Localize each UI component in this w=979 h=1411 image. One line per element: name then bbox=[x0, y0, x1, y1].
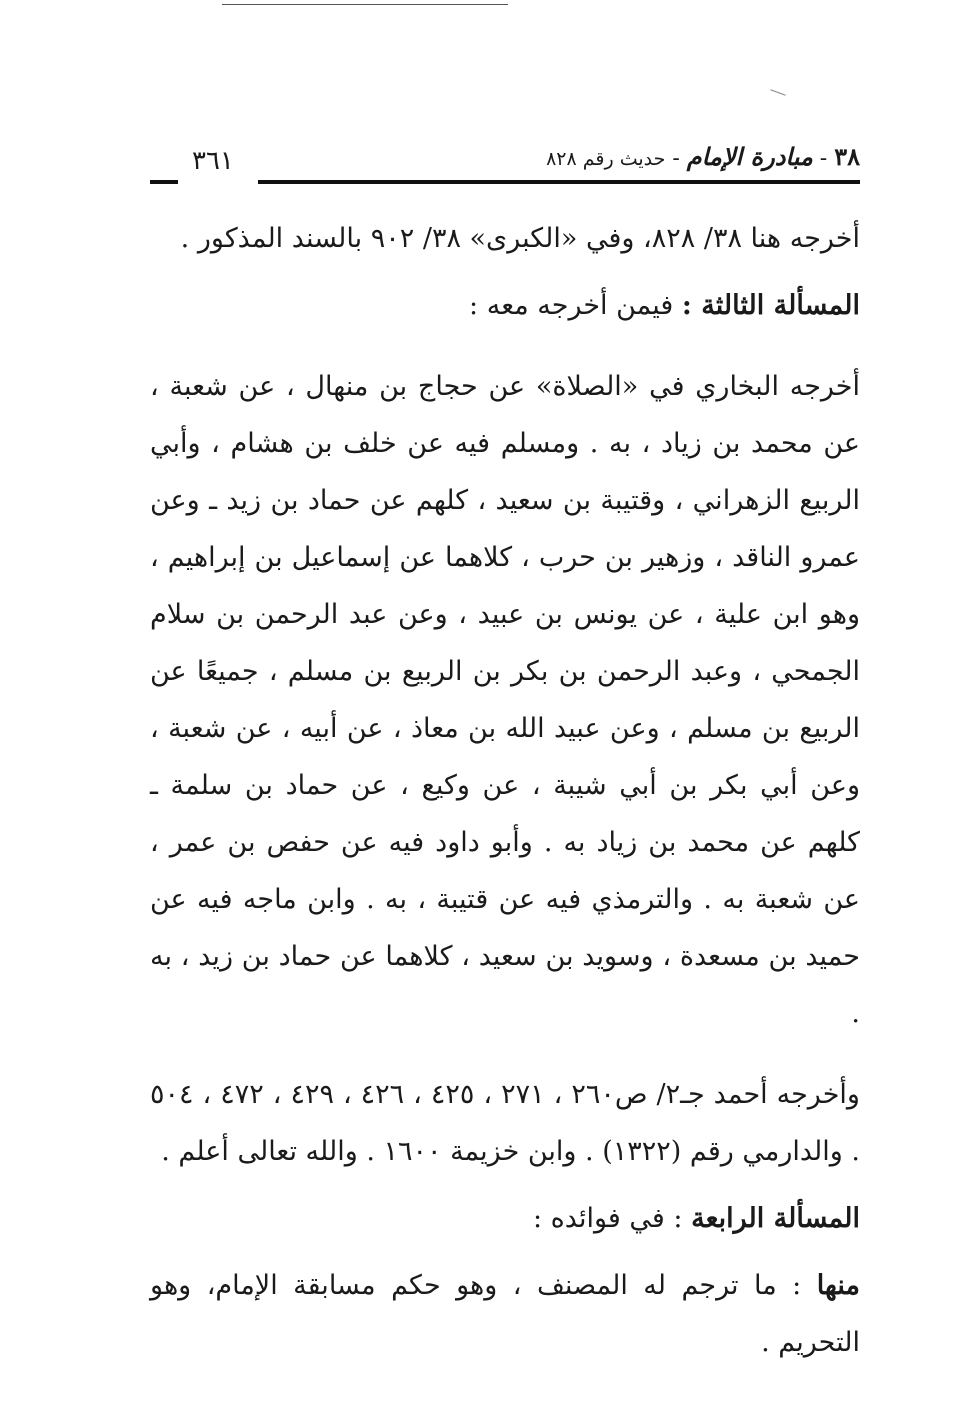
heading-label: المسألة الرابعة bbox=[691, 1203, 860, 1234]
heading-text: : في فوائده : bbox=[532, 1203, 692, 1234]
title-separator: - bbox=[812, 146, 835, 171]
scan-mark bbox=[770, 89, 785, 95]
chapter-number: ٣٨ bbox=[834, 142, 860, 171]
benefit-lead: منها bbox=[816, 1270, 860, 1301]
paragraph-source: أخرجه هنا ٣٨/ ٨٢٨، وفي «الكبرى» ٣٨/ ٩٠٢ بالسند المذكور . bbox=[180, 223, 860, 254]
running-title bbox=[546, 142, 860, 171]
section-heading-4 bbox=[150, 1190, 860, 1247]
header-left-rule bbox=[150, 180, 178, 184]
title-separator-2: - bbox=[665, 146, 687, 171]
paragraph-benefits bbox=[150, 1257, 860, 1371]
heading-label: المسألة الثالثة : bbox=[681, 290, 860, 321]
page-body bbox=[150, 210, 860, 1371]
page-header bbox=[150, 140, 860, 188]
paragraph-ahmad: وأخرجه أحمد جـ٢/ ص٢٦٠ ، ٢٧١ ، ٤٢٥ ، ٤٢٦ ، ٤٢٩ ، ٤٧٢ ، ٥٠٤ . والدارمي رقم (١٣٢٢) . وابن خزيمة ١٦٠٠ . والله تعالى أعلم . bbox=[150, 1079, 860, 1167]
benefit-text: : ما ترجم له المصنف ، وهو حكم مسابقة الإمام، وهو التحريم . bbox=[150, 1270, 860, 1358]
section-heading-3 bbox=[150, 277, 860, 334]
hadith-reference: حديث رقم ٨٢٨ bbox=[546, 148, 666, 170]
chapter-title: مبادرة الإمام bbox=[686, 142, 813, 171]
top-scan-line bbox=[222, 4, 508, 5]
heading-text: فيمن أخرجه معه : bbox=[469, 290, 682, 321]
page-number: ٣٦١ bbox=[192, 146, 234, 176]
header-rule bbox=[258, 180, 860, 184]
paragraph-takhrij: أخرجه البخاري في «الصلاة» عن حجاج بن منهال ، عن شعبة ، عن محمد بن زياد ، به . ومسلم فيه عن خلف بن هشام ، وأبي الربيع الزهراني ، وقتيبة بن سعيد ، كلهم عن حماد بن زيد ـ وعن عمرو الناقد ، وزهير بن حرب ، كلاهما عن إسماعيل بن إبراهيم ، وهو ابن علية ، عن يونس بن عبيد ، وعن عبد الرحمن بن سلام الجمحي ، وعبد الرحمن بن بكر بن الربيع بن مسلم ، جميعًا عن الربيع بن مسلم ، وعن عبيد الله بن معاذ ، عن أبيه ، عن شعبة ، وعن أبي بكر بن أبي شيبة ، عن وكيع ، عن حماد بن سلمة ـ كلهم عن محمد بن زياد به . وأبو داود فيه عن حفص بن عمر ، عن شعبة به . والترمذي فيه عن قتيبة ، به . وابن ماجه فيه عن حميد بن مسعدة ، وسويد بن سعيد ، كلاهما عن حماد بن زيد ، به . bbox=[150, 371, 860, 1029]
